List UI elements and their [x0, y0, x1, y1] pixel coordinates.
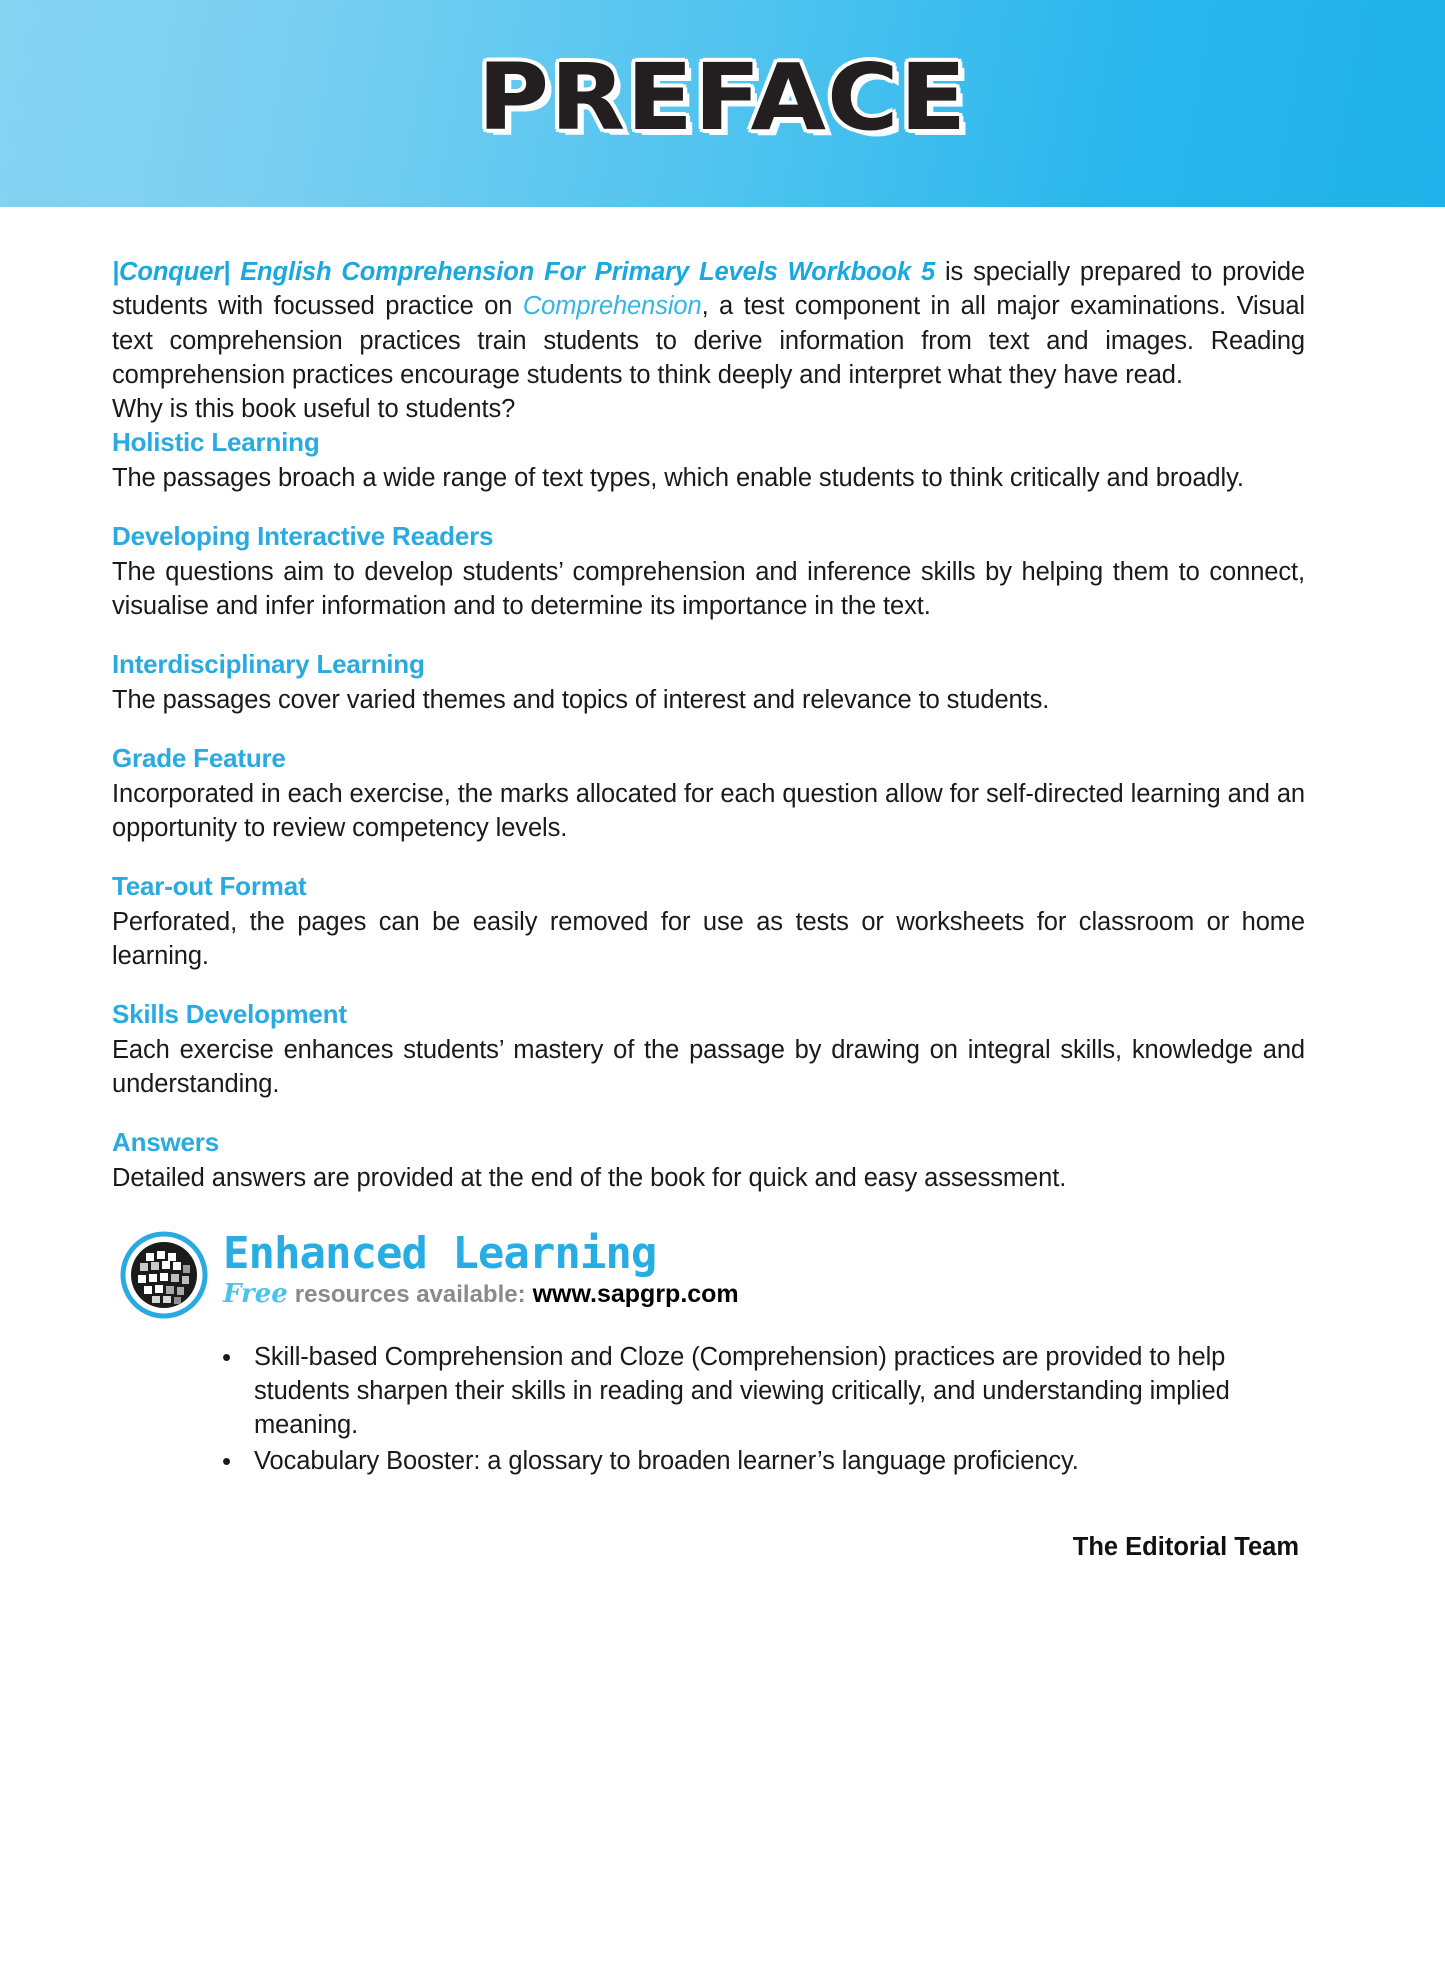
enhanced-learning-text — [223, 1229, 739, 1308]
page-header-band — [0, 0, 1445, 207]
enhanced-learning-tagline — [223, 1280, 739, 1309]
section-tear-out-format — [112, 870, 1305, 973]
section-answers — [112, 1126, 1305, 1195]
section-heading: Tear-out Format — [112, 871, 307, 902]
enhanced-learning-feature-list — [112, 1341, 1305, 1479]
list-item: • Skill-based Comprehension and Cloze (Comprehension) practices are provided to help students sharpen their skills in reading and viewing critically, and understanding implied meaning. — [222, 1341, 1305, 1443]
tagline-url[interactable]: www.sapgrp.com — [532, 1279, 739, 1308]
section-body: Incorporated in each exercise, the marks allocated for each question allow for self-directed learning and an opportunity to review competency levels. — [112, 779, 1305, 842]
section-heading: Developing Interactive Readers — [112, 521, 494, 552]
section-heading: Skills Development — [112, 999, 347, 1030]
section-skills-development — [112, 998, 1305, 1101]
intro-paragraph — [112, 255, 1305, 392]
film-reel-icon — [120, 1231, 208, 1319]
section-grade-feature — [112, 742, 1305, 845]
enhanced-learning-title: Enhanced Learning — [223, 1228, 657, 1280]
section-interdisciplinary-learning — [112, 648, 1305, 717]
section-holistic-learning — [112, 426, 1305, 495]
section-body: The questions aim to develop students’ comprehension and inference skills by helping them to connect, visualise and infer information and to determine its importance in the text. — [112, 557, 1305, 621]
page-title: PREFACE — [477, 44, 968, 151]
intro-part-1: is specially prepared to provide students with focussed practice on — [112, 258, 1306, 321]
section-body: Detailed answers are provided at the end of the book for quick and easy assessment. — [112, 1163, 1067, 1192]
signature: The Editorial Team — [1072, 1532, 1299, 1561]
tagline-resources: resources available: — [294, 1280, 526, 1308]
intro-part-2: , a test component in all major examinations. Visual text comprehension practices train students to derive information from text and images. Reading comprehension practices encourage students to think deeply and interpret what they have read. — [112, 292, 1305, 389]
question-line: Why is this book useful to students? — [112, 395, 516, 424]
comprehension-emphasis: Comprehension — [522, 292, 702, 321]
list-item: • Vocabulary Booster: a glossary to broaden learner’s language proficiency. — [222, 1445, 1305, 1479]
tagline-free: Free — [223, 1278, 288, 1309]
enhanced-learning-logo-block — [120, 1229, 1305, 1327]
preface-content — [112, 255, 1305, 1562]
section-developing-interactive-readers — [112, 520, 1305, 623]
section-heading: Interdisciplinary Learning — [112, 649, 425, 680]
section-body: Each exercise enhances students’ mastery of the passage by drawing on integral skills, knowledge and understanding. — [112, 1035, 1305, 1099]
section-body: Perforated, the pages can be easily removed for use as tests or worksheets for classroom or home learning. — [112, 907, 1305, 971]
section-body: The passages cover varied themes and topics of interest and relevance to students. — [112, 685, 1050, 714]
section-body: The passages broach a wide range of text types, which enable students to think critically and broadly. — [112, 463, 1244, 492]
section-heading: Grade Feature — [112, 743, 286, 774]
section-heading: Holistic Learning — [112, 427, 320, 458]
book-title: |Conquer| English Comprehension For Primary Levels Workbook 5 — [112, 258, 936, 286]
section-heading: Answers — [112, 1127, 219, 1158]
